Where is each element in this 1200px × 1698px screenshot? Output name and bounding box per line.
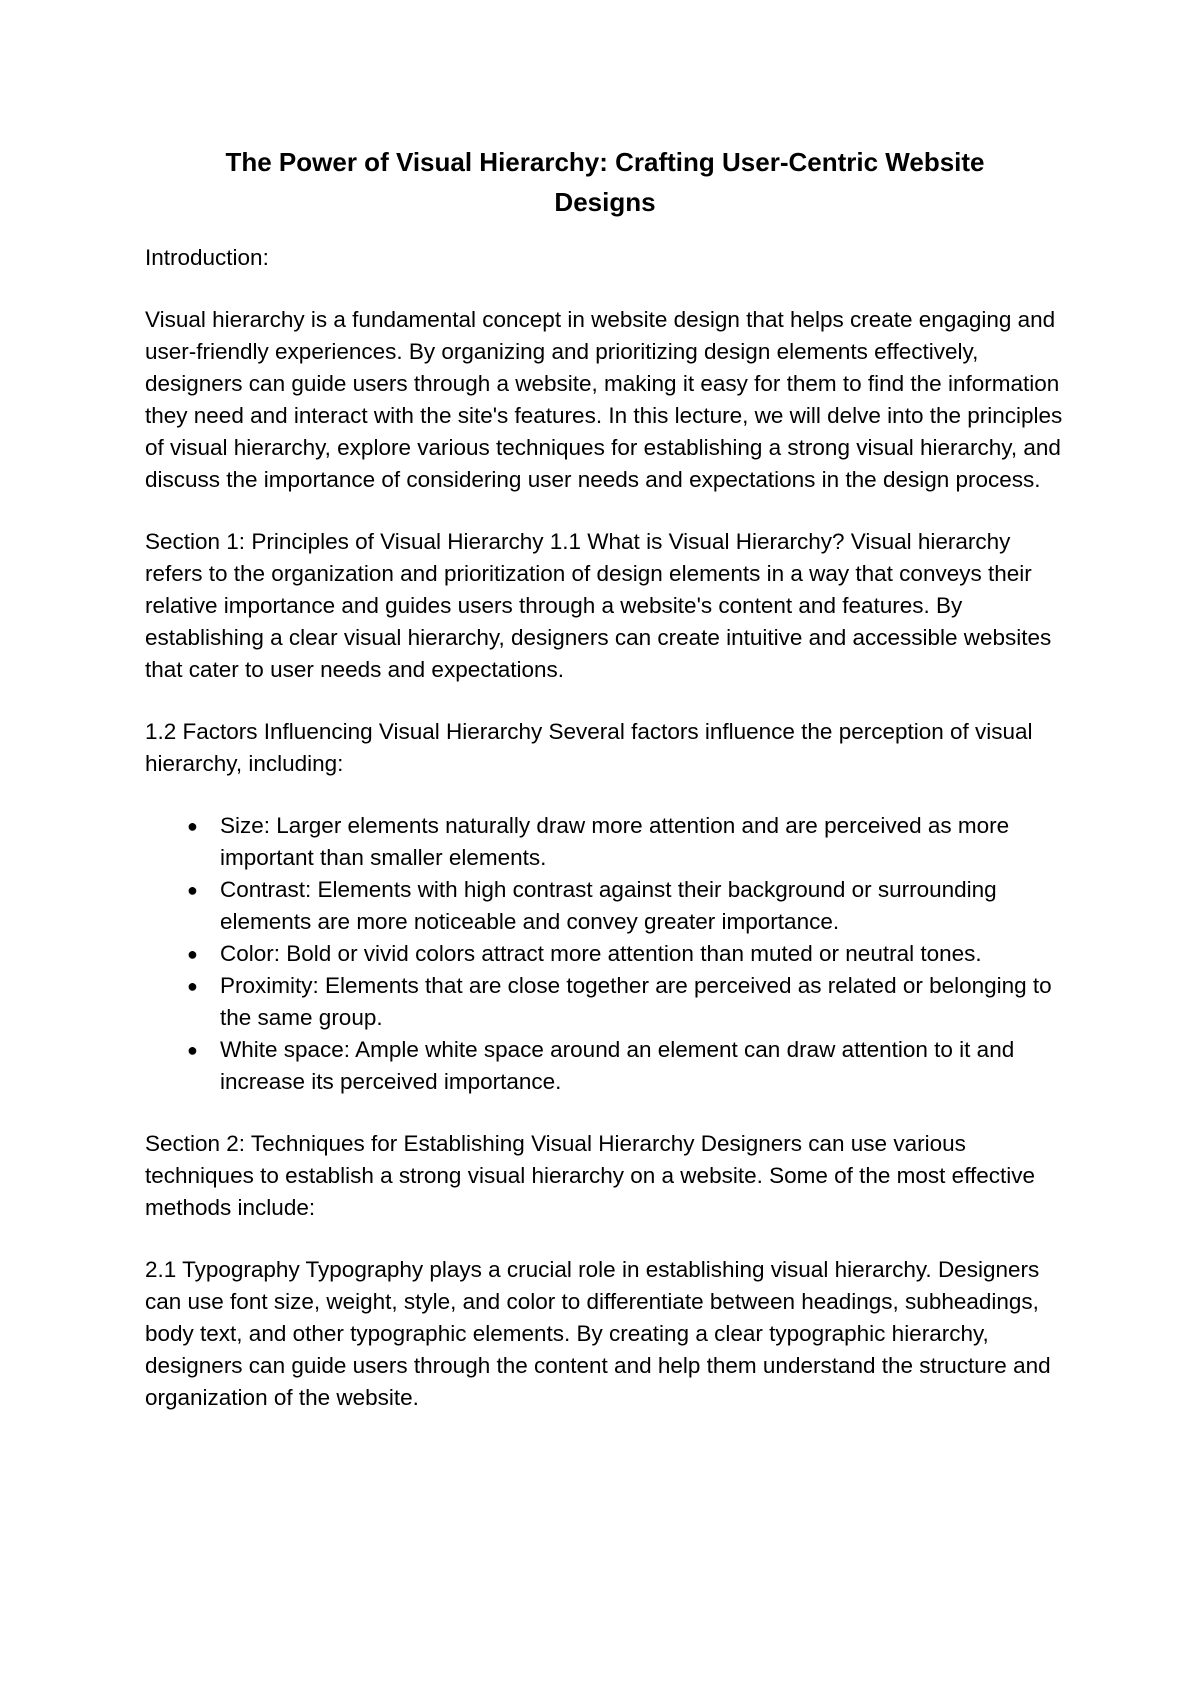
bullet-text: Contrast: Elements with high contrast against their background or surrounding elements are more noticeable and convey greater importance. — [220, 877, 997, 934]
bullet-icon: ● — [187, 1040, 198, 1060]
bullet-icon: ● — [187, 816, 198, 836]
bullet-icon: ● — [187, 944, 198, 964]
intro-paragraph: Visual hierarchy is a fundamental concept in website design that helps create engaging and user-friendly experiences. By organizing and prioritizing design elements effectively, designers can guide users through a website, making it easy for them to find the information they need and interact with the site's features. In this lecture, we will delve into the principles of visual hierarchy, explore various techniques for establishing a strong visual hierarchy, and discuss the importance of considering user needs and expectations in the design process. — [145, 307, 1063, 492]
section2-paragraph: Section 2: Techniques for Establishing Visual Hierarchy Designers can use various techniques to establish a strong visual hierarchy on a website. Some of the most effective methods include: — [145, 1131, 1036, 1220]
intro-heading: Introduction: — [145, 245, 269, 270]
document-page — [145, 142, 1065, 1444]
document-title: The Power of Visual Hierarchy: Crafting User-Centric Website Designs — [225, 147, 985, 217]
bullet-text: Proximity: Elements that are close together are perceived as related or belonging to the same group. — [220, 973, 1052, 1030]
bullet-item-white-space — [145, 1034, 1065, 1098]
section1-paragraph: Section 1: Principles of Visual Hierarchy 1.1 What is Visual Hierarchy? Visual hierarchy refers to the organization and prioritization of design elements in a way that conveys their relative importance and guides users through a website's content and features. By establishing a clear visual hierarchy, designers can create intuitive and accessible websites that cater to user needs and expectations. — [145, 529, 1052, 682]
factors-paragraph: 1.2 Factors Influencing Visual Hierarchy Several factors influence the perception of visual hierarchy, including: — [145, 719, 1033, 776]
bullet-item-contrast — [145, 874, 1065, 938]
bullet-item-color — [145, 938, 1065, 970]
bullet-text: White space: Ample white space around an element can draw attention to it and increase its perceived importance. — [220, 1037, 1015, 1094]
bullet-item-proximity — [145, 970, 1065, 1034]
factors-bullet-list — [145, 810, 1065, 1098]
typography-paragraph: 2.1 Typography Typography plays a crucial role in establishing visual hierarchy. Designers can use font size, weight, style, and color to differentiate between headings, subheadings, body text, and other typographic elements. By creating a clear typographic hierarchy, designers can guide users through the content and help them understand the structure and organization of the website. — [145, 1257, 1051, 1410]
bullet-item-size — [145, 810, 1065, 874]
bullet-text: Color: Bold or vivid colors attract more attention than muted or neutral tones. — [220, 941, 982, 966]
bullet-icon: ● — [187, 880, 198, 900]
bullet-icon: ● — [187, 976, 198, 996]
bullet-text: Size: Larger elements naturally draw more attention and are perceived as more important than smaller elements. — [220, 813, 1010, 870]
